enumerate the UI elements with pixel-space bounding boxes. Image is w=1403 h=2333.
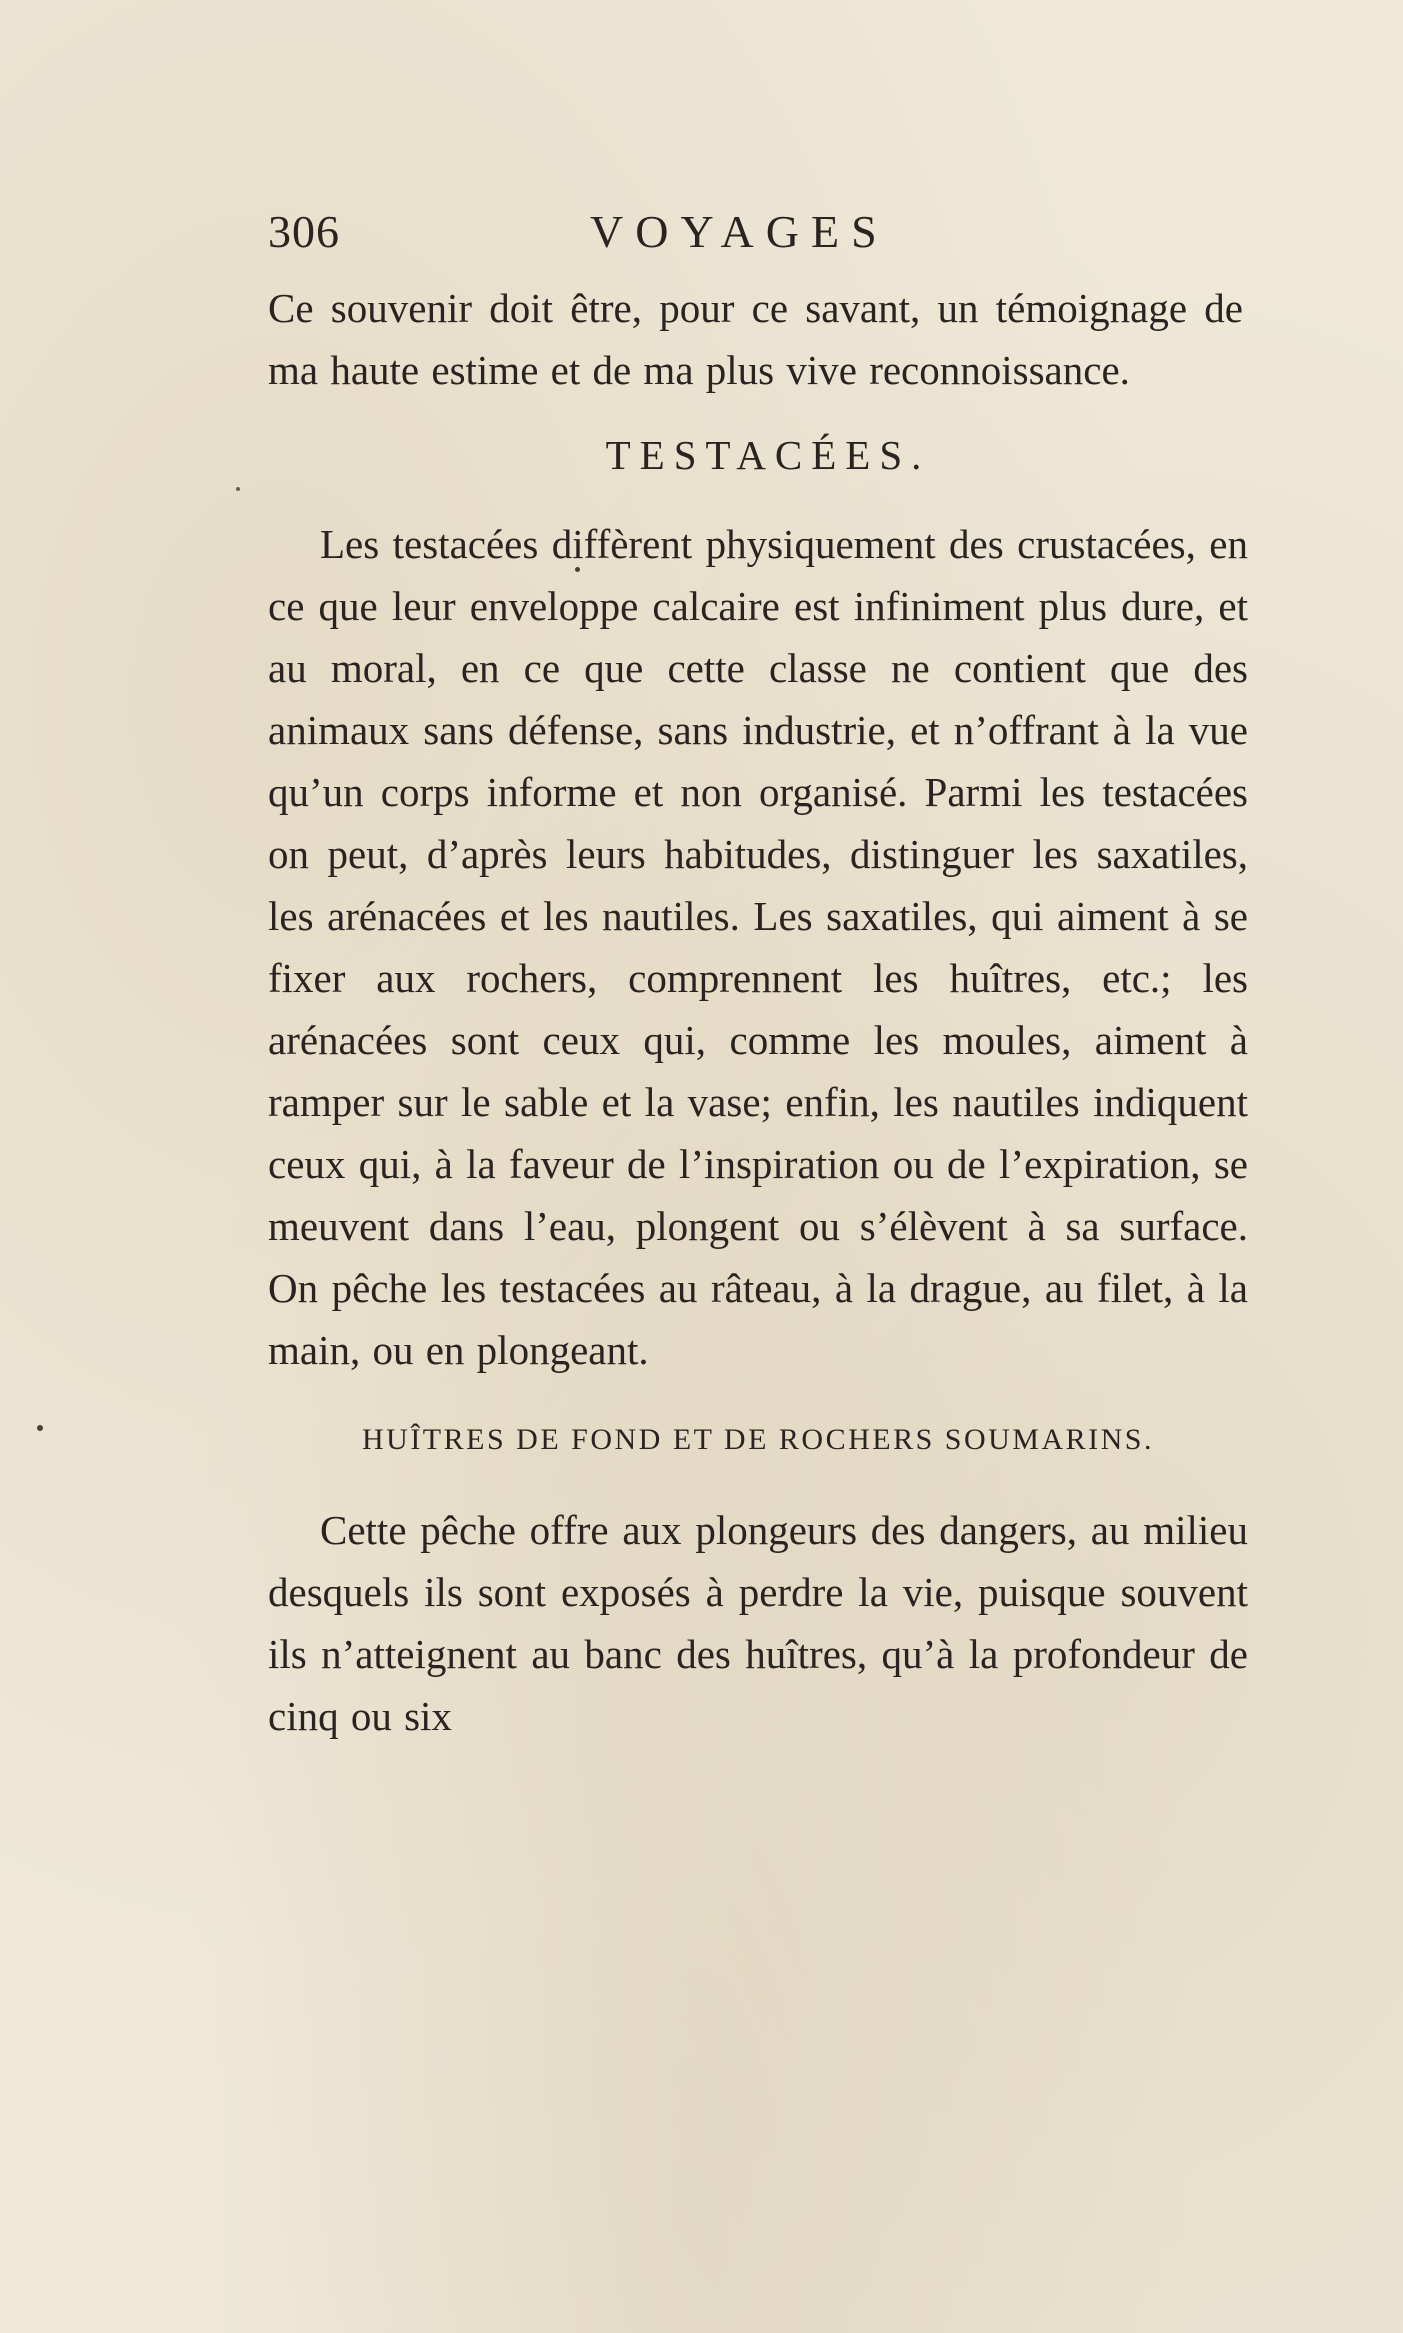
page-number: 306 xyxy=(268,206,340,257)
running-title: VOYAGES xyxy=(590,206,889,257)
paper-speck xyxy=(236,487,240,491)
paper-speck xyxy=(575,567,580,572)
huitres-paragraph: Cette pêche offre aux plongeurs des dangers, au milieu desquels ils sont exposés à perdre la vie, puisque souvent ils n’atteignent au banc des huîtres, qu’à la profondeur de cinq ou six xyxy=(268,1507,1248,1739)
section-heading-testacees: TESTACÉES. xyxy=(605,432,931,478)
running-head xyxy=(268,205,1248,277)
book-page xyxy=(268,205,1248,1747)
paper-speck xyxy=(37,1425,43,1431)
subsection-heading-huitres: HUÎTRES DE FOND ET DE ROCHERS SOUMARINS. xyxy=(361,1423,1154,1456)
testacees-paragraph: Les testacées diffèrent physiquement des crustacées, en ce que leur enveloppe calcaire est infiniment plus dure, et au moral, en ce que cette classe ne contient que des animaux sans défense, sans industrie, et n’offrant à la vue qu’un corps informe et non organisé. Parmi les testacées on peut, d’après leurs habitudes, distinguer les saxatiles, les arénacées et les nautiles. Les saxatiles, qui aiment à se fixer aux rochers, comprennent les huîtres, etc.; les arénacées sont ceux qui, comme les moules, aiment à ramper sur le sable et la vase; enfin, les nautiles indiquent ceux qui, à la faveur de l’inspiration ou de l’expiration, se meuvent dans l’eau, plongent ou s’élèvent à sa surface. On pêche les testacées au râteau, à la drague, au filet, à la main, ou en plongeant. xyxy=(268,521,1248,1373)
intro-paragraph: Ce souvenir doit être, pour ce savant, un témoignage de ma haute estime et de ma plus vive reconnoissance. xyxy=(268,285,1243,393)
